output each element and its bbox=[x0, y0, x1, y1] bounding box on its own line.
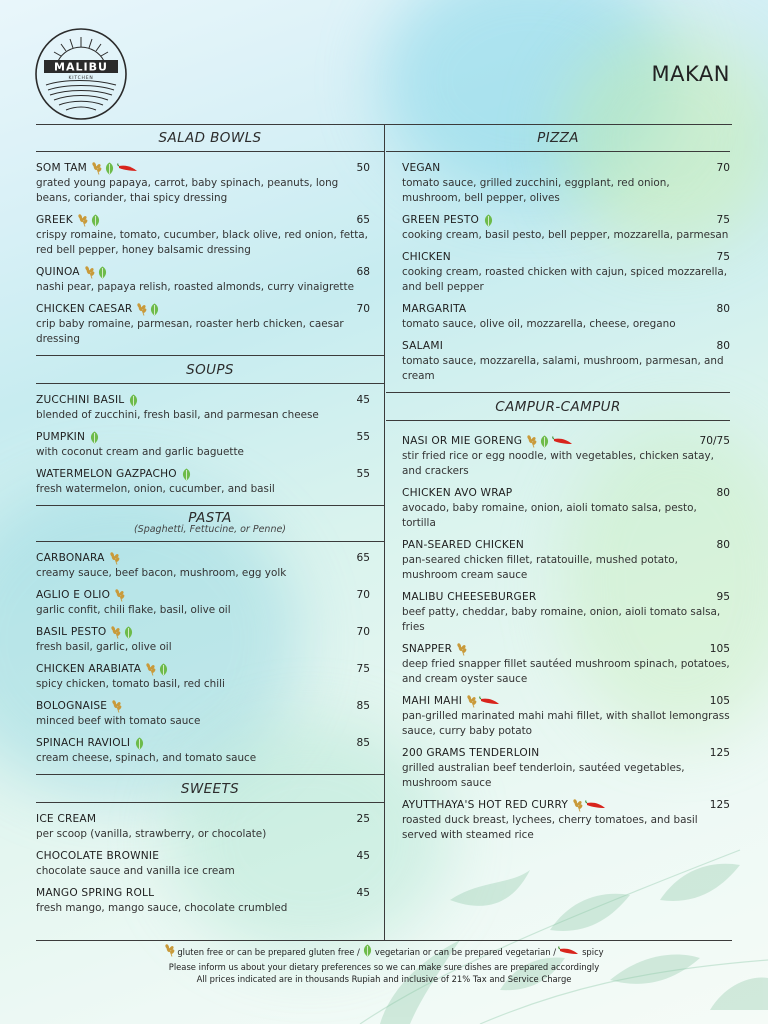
menu-item bbox=[36, 160, 370, 206]
item-description: grilled australian beef tenderloin, sautéed vegetables, mushroom sauce bbox=[402, 762, 685, 789]
menu-item bbox=[402, 745, 730, 791]
section-soups bbox=[36, 356, 384, 506]
item-price: 65 bbox=[356, 214, 370, 226]
item-description: chocolate sauce and vanilla ice cream bbox=[36, 865, 235, 877]
left-column bbox=[36, 124, 384, 924]
menu-item bbox=[402, 537, 730, 583]
item-price: 55 bbox=[356, 431, 370, 443]
item-name: MANGO SPRING ROLL bbox=[36, 887, 155, 899]
item-name: WATERMELON GAZPACHO bbox=[36, 468, 177, 480]
section-body-sweets bbox=[36, 803, 384, 924]
item-description: minced beef with tomato sauce bbox=[36, 715, 201, 727]
chili-icon bbox=[552, 436, 574, 446]
wheat-icon bbox=[456, 643, 467, 656]
item-price: 45 bbox=[356, 394, 370, 406]
section-title-pasta: PASTA bbox=[188, 510, 232, 526]
item-price: 70 bbox=[356, 303, 370, 315]
leaf-icon bbox=[97, 266, 108, 279]
wheat-icon bbox=[145, 663, 156, 676]
menu-item bbox=[402, 212, 730, 243]
dietary-icons bbox=[466, 695, 501, 708]
wheat-icon bbox=[77, 214, 88, 227]
item-description: cooking cream, basil pesto, bell pepper, mozzarella, parmesan bbox=[402, 229, 729, 241]
item-name: PAN-SEARED CHICKEN bbox=[402, 539, 524, 551]
item-price: 125 bbox=[709, 747, 730, 759]
section-body-pizza bbox=[386, 152, 730, 393]
item-description: stir fried rice or egg noodle, with vegetables, chicken satay, and crackers bbox=[402, 450, 714, 477]
item-name: PUMPKIN bbox=[36, 431, 86, 443]
section-title-campur: CAMPUR-CAMPUR bbox=[386, 393, 730, 421]
leaf-icon bbox=[483, 214, 494, 227]
price-note: All prices indicated are in thousands Rupiah and inclusive of 21% Tax and Service Charge bbox=[196, 974, 572, 984]
menu-item bbox=[402, 249, 730, 295]
item-name: MAHI MAHI bbox=[402, 695, 463, 707]
menu-item bbox=[36, 735, 370, 766]
menu-item bbox=[36, 811, 370, 842]
item-name: SNAPPER bbox=[402, 643, 453, 655]
dietary-icons bbox=[110, 626, 134, 639]
item-description: tomato sauce, mozzarella, salami, mushroom, parmesan, and cream bbox=[402, 355, 724, 382]
leaf-icon bbox=[104, 162, 115, 175]
item-description: with coconut cream and garlic baguette bbox=[36, 446, 244, 458]
item-description: nashi pear, papaya relish, roasted almonds, curry vinaigrette bbox=[36, 281, 354, 293]
item-description: tomato sauce, grilled zucchini, eggplant, red onion, mushroom, bell pepper, olives bbox=[402, 177, 670, 204]
leaf-icon bbox=[134, 737, 145, 750]
legend-veg-text: vegetarian or can be prepared vegetarian / bbox=[374, 947, 557, 957]
page-title: MAKAN bbox=[651, 62, 730, 86]
wheat-icon bbox=[111, 700, 122, 713]
item-name: ZUCCHINI BASIL bbox=[36, 394, 125, 406]
item-name: AYUTTHAYA'S HOT RED CURRY bbox=[402, 799, 569, 811]
wheat-icon bbox=[84, 266, 95, 279]
item-name: MALIBU CHEESEBURGER bbox=[402, 591, 537, 603]
menu-item bbox=[402, 433, 730, 479]
item-description: fresh watermelon, onion, cucumber, and basil bbox=[36, 483, 275, 495]
item-name: QUINOA bbox=[36, 266, 80, 278]
dietary-icons bbox=[128, 394, 139, 407]
menu-item bbox=[402, 485, 730, 531]
item-name: NASI OR MIE GORENG bbox=[402, 435, 523, 447]
item-price: 45 bbox=[356, 850, 370, 862]
leaf-icon bbox=[123, 626, 134, 639]
dietary-icons bbox=[89, 431, 100, 444]
dietary-icons bbox=[111, 700, 122, 713]
menu-item bbox=[36, 429, 370, 460]
chili-icon bbox=[479, 696, 501, 706]
item-price: 70 bbox=[716, 162, 730, 174]
chili-icon bbox=[558, 946, 580, 960]
menu-item bbox=[36, 698, 370, 729]
item-description: pan-grilled marinated mahi mahi fillet, with shallot lemongrass sauce, curry baby potato bbox=[402, 710, 730, 737]
item-description: blended of zucchini, fresh basil, and parmesan cheese bbox=[36, 409, 319, 421]
item-description: beef patty, cheddar, baby romaine, onion, aioli tomato salsa, fries bbox=[402, 606, 721, 633]
item-name: SOM TAM bbox=[36, 162, 88, 174]
item-price: 80 bbox=[716, 487, 730, 499]
item-name: AGLIO E OLIO bbox=[36, 589, 111, 601]
footer-notes bbox=[36, 944, 732, 986]
section-title-sweets: SWEETS bbox=[36, 775, 384, 803]
dietary-icons bbox=[526, 435, 574, 448]
item-name: BOLOGNAISE bbox=[36, 700, 108, 712]
menu-item bbox=[36, 212, 370, 258]
right-column bbox=[386, 124, 730, 851]
leaf-icon bbox=[128, 394, 139, 407]
section-body-pasta bbox=[36, 542, 384, 775]
menu-item bbox=[36, 301, 370, 347]
leaf-icon bbox=[362, 944, 373, 961]
menu-item bbox=[402, 160, 730, 206]
menu-item bbox=[36, 466, 370, 497]
item-description: cream cheese, spinach, and tomato sauce bbox=[36, 752, 257, 764]
menu-item bbox=[402, 589, 730, 635]
column-divider bbox=[384, 124, 385, 940]
item-price: 95 bbox=[716, 591, 730, 603]
dietary-note: Please inform us about your dietary preferences so we can make sure dishes are prepared accordingly bbox=[168, 961, 600, 972]
brand-logo bbox=[34, 27, 128, 121]
item-price: 80 bbox=[716, 340, 730, 352]
item-price: 105 bbox=[709, 643, 730, 655]
section-pasta bbox=[36, 506, 384, 775]
item-price: 80 bbox=[716, 539, 730, 551]
item-name: CHICKEN bbox=[402, 251, 451, 263]
section-subtitle-pasta: (Spaghetti, Fettucine, or Penne) bbox=[36, 524, 384, 542]
legend-spicy-text: spicy bbox=[582, 947, 604, 957]
item-price: 25 bbox=[356, 813, 370, 825]
brand-name: MALIBU bbox=[54, 60, 108, 74]
dietary-legend bbox=[36, 944, 732, 961]
legend-gluten-text: gluten free or can be prepared gluten free / bbox=[177, 947, 360, 957]
menu-item bbox=[402, 693, 730, 739]
item-name: ICE CREAM bbox=[36, 813, 97, 825]
item-description: grated young papaya, carrot, baby spinach, peanuts, long beans, coriander, thai spicy dressing bbox=[36, 177, 339, 204]
menu-item bbox=[36, 587, 370, 618]
section-body-salad_bowls bbox=[36, 152, 384, 356]
dietary-icons bbox=[572, 799, 607, 812]
menu-item bbox=[402, 797, 730, 843]
section-campur bbox=[386, 393, 730, 851]
wheat-icon bbox=[109, 552, 120, 565]
item-price: 125 bbox=[709, 799, 730, 811]
dietary-icons bbox=[145, 663, 169, 676]
menu-item bbox=[402, 641, 730, 687]
dietary-icons bbox=[134, 737, 145, 750]
item-description: creamy sauce, beef bacon, mushroom, egg yolk bbox=[36, 567, 287, 579]
item-description: per scoop (vanilla, strawberry, or chocolate) bbox=[36, 828, 267, 840]
item-price: 55 bbox=[356, 468, 370, 480]
item-price: 50 bbox=[356, 162, 370, 174]
item-price: 80 bbox=[716, 303, 730, 315]
item-name: SALAMI bbox=[402, 340, 444, 352]
dietary-icons bbox=[109, 552, 120, 565]
section-body-campur bbox=[386, 421, 730, 851]
leaf-icon bbox=[539, 435, 550, 448]
section-title-soups: SOUPS bbox=[36, 356, 384, 384]
item-description: pan-seared chicken fillet, ratatouille, mushed potato, mushroom cream sauce bbox=[402, 554, 678, 581]
leaf-icon bbox=[149, 303, 160, 316]
wheat-icon bbox=[526, 435, 537, 448]
dietary-icons bbox=[77, 214, 101, 227]
item-description: crip baby romaine, parmesan, roaster herb chicken, caesar dressing bbox=[36, 318, 344, 345]
item-description: fresh basil, garlic, olive oil bbox=[36, 641, 172, 653]
wheat-icon bbox=[136, 303, 147, 316]
menu-item bbox=[36, 661, 370, 692]
item-name: CARBONARA bbox=[36, 552, 105, 564]
menu-item bbox=[36, 885, 370, 916]
item-description: roasted duck breast, lychees, cherry tomatoes, and basil served with steamed rice bbox=[402, 814, 698, 841]
menu-item bbox=[36, 550, 370, 581]
item-name: CHOCOLATE BROWNIE bbox=[36, 850, 160, 862]
item-name: CHICKEN AVO WRAP bbox=[402, 487, 513, 499]
item-price: 70 bbox=[356, 589, 370, 601]
bottom-divider bbox=[36, 940, 732, 941]
item-name: 200 GRAMS TENDERLOIN bbox=[402, 747, 540, 759]
item-price: 68 bbox=[356, 266, 370, 278]
dietary-icons bbox=[181, 468, 192, 481]
leaf-icon bbox=[90, 214, 101, 227]
dietary-icons bbox=[114, 589, 125, 602]
item-name: BASIL PESTO bbox=[36, 626, 107, 638]
menu-item bbox=[36, 848, 370, 879]
brand-subname: KITCHEN bbox=[68, 76, 94, 81]
dietary-icons bbox=[91, 162, 139, 175]
leaf-icon bbox=[89, 431, 100, 444]
wheat-icon bbox=[164, 944, 175, 961]
section-title-pizza: PIZZA bbox=[386, 124, 730, 152]
item-description: spicy chicken, tomato basil, red chili bbox=[36, 678, 225, 690]
dietary-icons bbox=[84, 266, 108, 279]
item-price: 70/75 bbox=[699, 435, 730, 447]
menu-item bbox=[36, 264, 370, 295]
item-price: 85 bbox=[356, 737, 370, 749]
chili-icon bbox=[585, 800, 607, 810]
item-price: 75 bbox=[716, 214, 730, 226]
dietary-icons bbox=[456, 643, 467, 656]
item-description: cooking cream, roasted chicken with cajun, spiced mozzarella, and bell pepper bbox=[402, 266, 728, 293]
item-name: CHICKEN ARABIATA bbox=[36, 663, 142, 675]
item-price: 70 bbox=[356, 626, 370, 638]
item-description: deep fried snapper fillet sautéed mushroom spinach, potatoes, and cream oyster sauce bbox=[402, 658, 730, 685]
item-name: GREEN PESTO bbox=[402, 214, 480, 226]
item-description: tomato sauce, olive oil, mozzarella, cheese, oregano bbox=[402, 318, 676, 330]
item-price: 75 bbox=[716, 251, 730, 263]
section-body-soups bbox=[36, 384, 384, 506]
item-name: SPINACH RAVIOLI bbox=[36, 737, 131, 749]
item-price: 45 bbox=[356, 887, 370, 899]
item-description: garlic confit, chili flake, basil, olive oil bbox=[36, 604, 231, 616]
dietary-icons bbox=[483, 214, 494, 227]
item-name: GREEK bbox=[36, 214, 73, 226]
leaf-icon bbox=[158, 663, 169, 676]
item-price: 65 bbox=[356, 552, 370, 564]
item-name: CHICKEN CAESAR bbox=[36, 303, 133, 315]
wheat-icon bbox=[572, 799, 583, 812]
item-price: 85 bbox=[356, 700, 370, 712]
chili-icon bbox=[117, 163, 139, 173]
wheat-icon bbox=[466, 695, 477, 708]
dietary-icons bbox=[136, 303, 160, 316]
leaf-icon bbox=[181, 468, 192, 481]
wheat-icon bbox=[114, 589, 125, 602]
item-description: fresh mango, mango sauce, chocolate crumbled bbox=[36, 902, 288, 914]
item-name: MARGARITA bbox=[402, 303, 467, 315]
section-title-salad_bowls: SALAD BOWLS bbox=[36, 124, 384, 152]
section-sweets bbox=[36, 775, 384, 924]
item-description: crispy romaine, tomato, cucumber, black olive, red onion, fetta, red bell pepper, honey balsamic dressing bbox=[36, 229, 368, 256]
section-pizza bbox=[386, 124, 730, 393]
item-description: avocado, baby romaine, onion, aioli tomato salsa, pesto, tortilla bbox=[402, 502, 697, 529]
item-price: 75 bbox=[356, 663, 370, 675]
wheat-icon bbox=[110, 626, 121, 639]
menu-item bbox=[402, 338, 730, 384]
item-price: 105 bbox=[709, 695, 730, 707]
menu-item bbox=[402, 301, 730, 332]
menu-item bbox=[36, 624, 370, 655]
section-salad_bowls bbox=[36, 124, 384, 356]
menu-item bbox=[36, 392, 370, 423]
wheat-icon bbox=[91, 162, 102, 175]
item-name: VEGAN bbox=[402, 162, 441, 174]
